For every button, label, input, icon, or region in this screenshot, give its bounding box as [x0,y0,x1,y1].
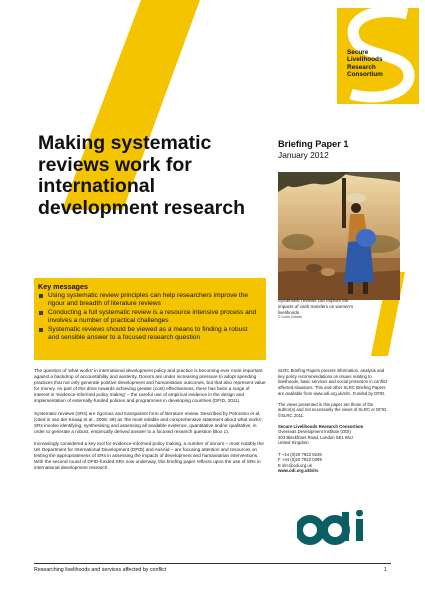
key-messages-heading: Key messages [38,282,88,291]
odi-logo [297,510,373,550]
contact-email[interactable]: E slrc@odi.org.uk [278,462,312,468]
page-title: Making systematic reviews work for international development research [38,132,246,219]
photo-caption [278,298,358,321]
contact-line: Overseas Development Institute (ODI) [278,429,351,435]
sidebar-column [278,368,390,474]
briefing-paper-number: Briefing Paper 1 [278,139,349,149]
key-message-item: Conducting a full systematic review is a resource intensive process and involves a number of practical challenges [38,309,260,325]
key-messages-box [34,278,266,360]
website-link[interactable]: www.odi.org.uk/slrc [278,468,319,474]
key-messages-list [38,292,260,343]
body-paragraph: Increasingly considered a key tool for evidence-informed policy making, a number of donors – most notably the UK Department for International Development (DFID) and AusAid – are focusing attention and resources on testing the appropriateness of SRs in assessing the impacts of development and humanitarian interventions. With the second round of DFID-funded SRs now underway, this briefing paper reflects upon the use of SRs in international development research. [34,440,264,471]
photo-credit: © Lucie Coldan [278,315,302,320]
body-paragraph: Systematic reviews (SRs) are rigorous and transparent form of literature review. Described by Petrosino et al. (cited in van der Knaap et al., 2008: 49) as 'the most reliable and comprehensive statement about what works', SRs involve identifying, synthesising and assessing all available evidence, quantitative and/or qualitative, in order to generate a robust, empirically derived answer to a focused research question (Box 1). [34,410,264,434]
key-message-item: Using systematic review principles can help researchers improve the rigour and breadth of literature reviews [38,292,260,308]
body-paragraph: The question of 'what works' in international development policy and practice is becoming ever more important against a backdrop of accountability and austerity. Donors are under increasing pressure to adopt spending practices that not only generate positive development and humanitarian outcomes, but that also represent value for money. As part of this drive towards achieving greater (cost) effectiveness, there has been a surge of interest in 'evidence-informed policy making' – the careful use of empirical evidence in the design and implementation of externally-funded policies and programmes in developing countries (DFID, 2011). [34,368,266,404]
contact-phone: T +44 (0)20 7922 8249 [278,451,322,457]
footer-divider [34,563,391,564]
body-text-column [34,368,266,477]
sidebar-intro: SLRC Briefing Papers present information, analysis and key policy recommendations on issues relating to livelihoods, basic services and social protection in conflict affected situations. This and other SLRC Briefing Papers are available from www.odi.org.uk/slrc. Funded by DFID. [278,368,388,396]
contact-fax: F +44 (0)20 7922 0399 [278,457,322,463]
contact-block [278,424,390,474]
contact-line: 203 Blackfriars Road, London SE1 8NJ [278,434,353,440]
page-number: 1 [384,567,387,573]
footer-text: Researching livelihoods and services affected by conflict [34,567,167,573]
briefing-paper-date: January 2012 [278,150,329,160]
key-message-item: Systematic reviews should be viewed as a means to finding a robust and sensible answer to a focused research question [38,326,260,342]
slrc-logo [337,8,419,104]
contact-org: Secure Livelihoods Research Consortium [278,423,364,429]
caption-text: Systematic reviews can explore the impacts of cash transfers on women's livelihoods [278,298,354,315]
cover-photo [278,172,400,300]
sidebar-disclaimer: The views presented in this paper are those of the author(s) and not necessarily the views of SLRC or DFID. ©SLRC 2011. [278,401,388,418]
logo-text: Secure Livelihoods Research Consortium [347,49,383,79]
contact-line: United Kingdom [278,440,309,446]
